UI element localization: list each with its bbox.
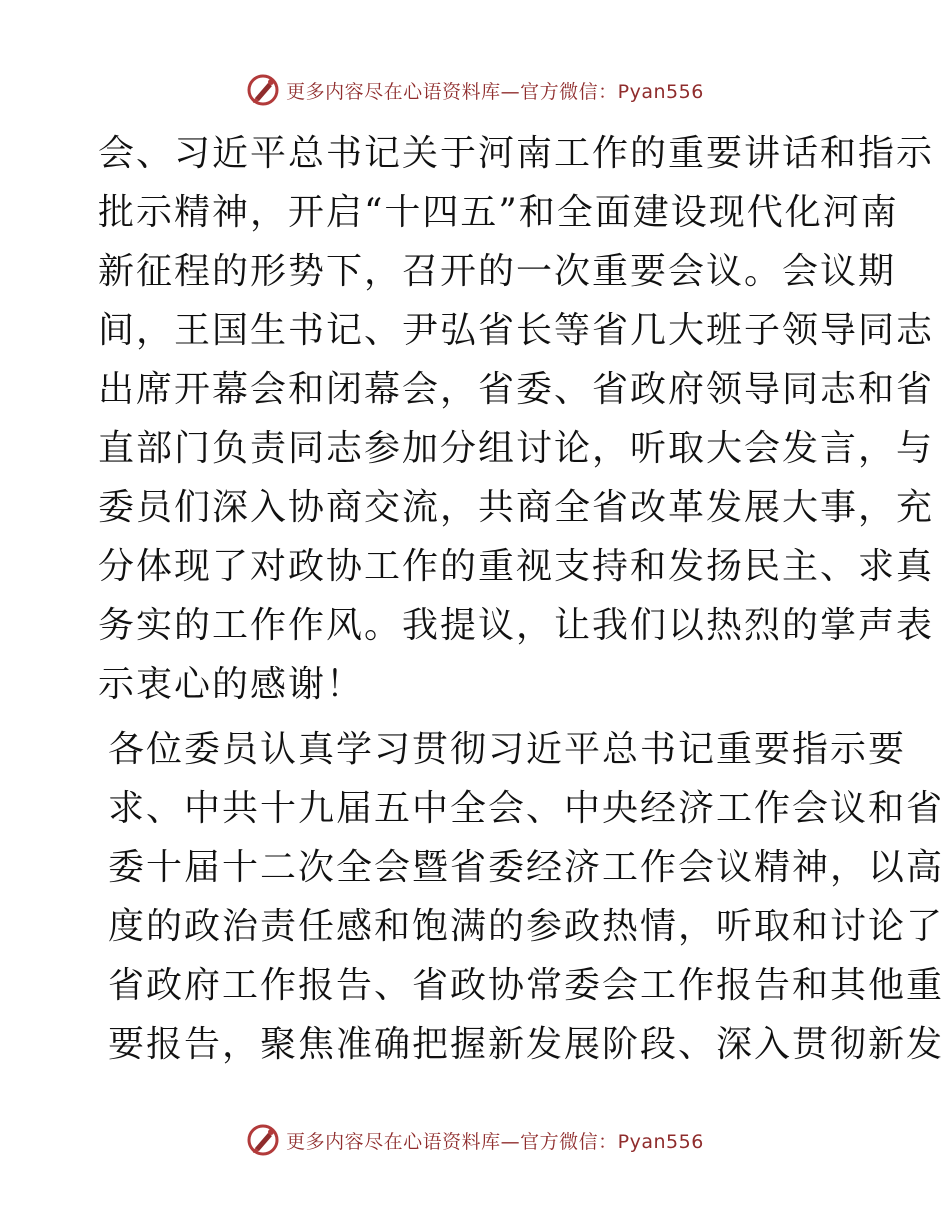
header-watermark-text: 更多内容尽在心语资料库—官方微信：Pyan556 xyxy=(286,80,704,103)
paragraph-1 xyxy=(98,124,935,714)
footer-watermark-banner xyxy=(0,1120,950,1160)
text-line: 会、习近平总书记关于河南工作的重要讲话和指示 xyxy=(98,133,935,174)
text-line: 要报告，聚焦准确把握新发展阶段、深入贯彻新发 xyxy=(108,1024,945,1065)
text-line: 间，王国生书记、尹弘省长等省几大班子领导同志 xyxy=(98,310,935,351)
text-line: 分体现了对政协工作的重视支持和发扬民主、求真 xyxy=(98,546,935,587)
document-body xyxy=(98,124,945,1074)
text-line: 求、中共十九届五中全会、中央经济工作会议和省 xyxy=(108,788,945,829)
text-line: 委员们深入协商交流，共商全省改革发展大事，充 xyxy=(98,487,935,528)
text-line: 委十届十二次全会暨省委经济工作会议精神，以高 xyxy=(108,847,945,888)
text-line: 度的政治责任感和饱满的参政热情，听取和讨论了 xyxy=(108,906,945,947)
text-line: 出席开幕会和闭幕会，省委、省政府领导同志和省 xyxy=(98,369,935,410)
text-line: 各位委员认真学习贯彻习近平总书记重要指示要 xyxy=(108,729,907,770)
header-watermark-banner xyxy=(0,70,950,110)
text-line: 新征程的形势下，召开的一次重要会议。会议期 xyxy=(98,251,897,292)
text-line: 省政府工作报告、省政协常委会工作报告和其他重 xyxy=(108,965,945,1006)
text-line: 务实的工作作风。我提议，让我们以热烈的掌声表 xyxy=(98,605,935,646)
text-line: 批示精神，开启“十四五”和全面建设现代化河南 xyxy=(98,192,899,233)
pen-circle-logo-icon xyxy=(246,73,280,107)
text-line: 示衷心的感谢！ xyxy=(98,664,365,705)
footer-watermark-text: 更多内容尽在心语资料库—官方微信：Pyan556 xyxy=(286,1130,704,1153)
pen-circle-logo-icon xyxy=(246,1123,280,1157)
paragraph-2 xyxy=(98,720,945,1074)
text-line: 直部门负责同志参加分组讨论，听取大会发言，与 xyxy=(98,428,935,469)
